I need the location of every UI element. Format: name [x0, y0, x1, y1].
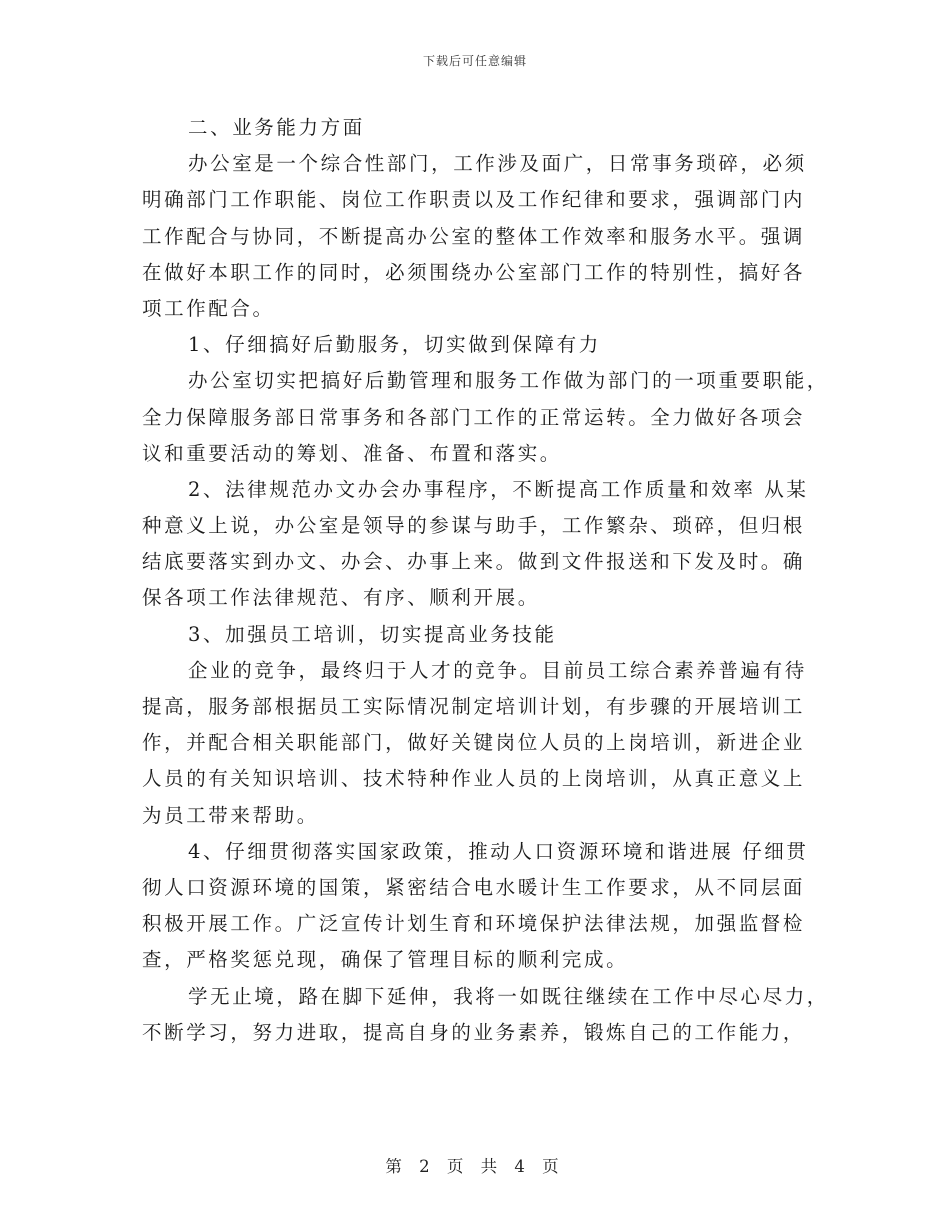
- paragraph-line: 议和重要活动的筹划、准备、布置和落实。: [142, 441, 562, 465]
- page-number: 第 2 页 共 4 页: [385, 1157, 565, 1176]
- section-heading: 二、业务能力方面: [188, 116, 365, 139]
- paragraph-line: 查，严格奖惩兑现，确保了管理目标的顺利完成。: [142, 948, 629, 972]
- subsection-heading: 2、法律规范办文办会办事程序，不断提高工作质量和效率 从某: [188, 477, 809, 501]
- subsection-heading: 4、仔细贯彻落实国家政策，推动人口资源环境和谐进展 仔细贯: [188, 839, 809, 863]
- paragraph-line: 彻人口资源环境的国策，紧密结合电水暖计生工作要求，从不同层面: [142, 875, 806, 899]
- paragraph-line: 结底要落实到办文、办会、办事上来。做到文件报送和下发及时。确: [142, 550, 806, 574]
- paragraph-line: 企业的竞争，最终归于人才的竞争。目前员工综合素养普遍有待: [188, 658, 807, 682]
- header-note: 下载后可任意编辑: [422, 54, 527, 68]
- paragraph-line: 作，并配合相关职能部门，做好关键岗位人员的上岗培训，新进企业: [142, 731, 806, 755]
- paragraph-line: 提高，服务部根据员工实际情况制定培训计划，有步骤的开展培训工: [142, 695, 806, 718]
- paragraph-line: 为员工带来帮助。: [142, 803, 319, 827]
- paragraph-line: 在做好本职工作的同时，必须围绕办公室部门工作的特别性，搞好各: [142, 260, 806, 284]
- subsection-heading: 1、仔细搞好后勤服务，切实做到保障有力: [188, 333, 601, 357]
- paragraph-line: 学无止境，路在脚下延伸，我将一如既往继续在工作中尽心尽力，: [188, 984, 829, 1008]
- paragraph-line: 明确部门工作职能、岗位工作职责以及工作纪律和要求，强调部门内: [142, 188, 806, 212]
- paragraph-line: 积极开展工作。广泛宣传计划生育和环境保护法律法规，加强监督检: [142, 912, 806, 936]
- paragraph-line: 项工作配合。: [142, 296, 275, 320]
- paragraph-line: 人员的有关知识培训、技术特种作业人员的上岗培训，从真正意义上: [142, 767, 806, 791]
- paragraph-line: 办公室切实把搞好后勤管理和服务工作做为部门的一项重要职能，: [188, 369, 829, 393]
- paragraph-line: 工作配合与协同，不断提高办公室的整体工作效率和服务水平。强调: [142, 224, 806, 248]
- paragraph-line: 保各项工作法律规范、有序、顺利开展。: [142, 586, 540, 610]
- paragraph-line: 种意义上说，办公室是领导的参谋与助手，工作繁杂、琐碎，但归根: [142, 514, 806, 538]
- paragraph-line: 不断学习，努力进取，提高自身的业务素养，锻炼自己的工作能力，: [142, 1020, 806, 1044]
- paragraph-line: 办公室是一个综合性部门，工作涉及面广，日常事务琐碎，必须: [188, 152, 807, 176]
- paragraph-line: 全力保障服务部日常事务和各部门工作的正常运转。全力做好各项会: [142, 405, 806, 429]
- document-body: [142, 110, 829, 1051]
- subsection-heading: 3、加强员工培训，切实提高业务技能: [188, 622, 557, 646]
